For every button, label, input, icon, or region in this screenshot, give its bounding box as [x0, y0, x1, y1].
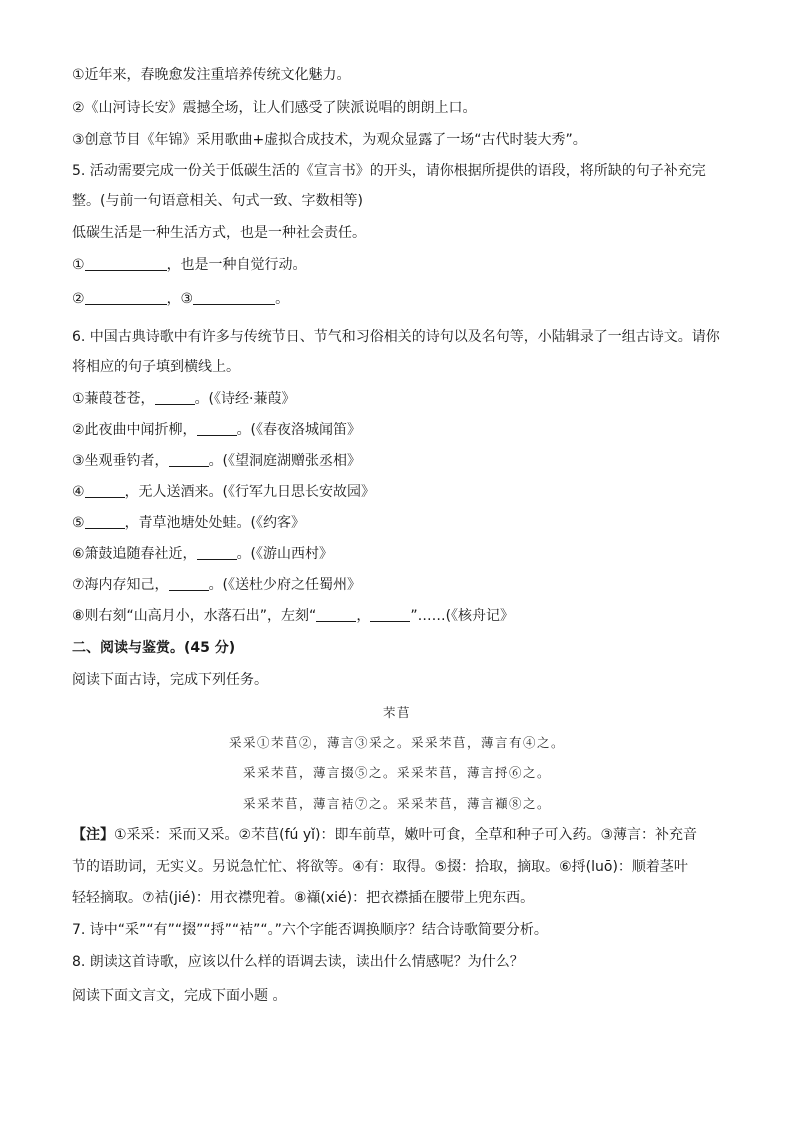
poetry-blank-item [72, 514, 305, 532]
section-heading: 二、阅读与鉴赏。(45 分) [72, 640, 236, 656]
item-suffix: ，青草池塘处处蛙。(《约客》 [124, 515, 306, 531]
poem-line: 采采芣苢，薄言袺⑦之。采采芣苢，薄言襭⑧之。 [242, 796, 551, 811]
answer-blank[interactable] [193, 290, 275, 305]
question-5-statement: 低碳生活是一种生活方式，也是一种社会责任。 [72, 225, 366, 241]
item-prefix: ⑥箫鼓追随春社近， [72, 546, 197, 562]
notes-line: 轻轻摘取。⑦袺(jié)：用衣襟兜着。⑧襭(xié)：把衣襟插在腰带上兜东西。 [72, 890, 535, 906]
answer-blank[interactable] [370, 607, 410, 622]
question-5-line-2: 整。(与前一句语意相关、句式一致、字数相等) [72, 193, 363, 209]
item-suffix: ，无人送酒来。(《行军九日思长安故园》 [124, 484, 376, 500]
answer-blank[interactable] [85, 256, 167, 271]
item-suffix: 。(《送杜少府之任蜀州》 [208, 577, 362, 593]
blank-number: ② [72, 291, 85, 307]
answer-blank[interactable] [316, 607, 356, 622]
question-8: 8. 朗读这首诗歌，应该以什么样的语调去读，读出什么情感呢？为什么？ [72, 954, 524, 970]
item-suffix: 。(《游山西村》 [236, 546, 334, 562]
notes-line [72, 826, 697, 844]
question-5-blank-line-2 [72, 290, 289, 308]
question-6-line-1: 6. 中国古典诗歌中有许多与传统节日、节气和习俗相关的诗句以及名句等，小陆辑录了一组古诗文。请你 [72, 329, 720, 345]
answer-blank[interactable] [197, 421, 237, 436]
item-mid: ， [356, 608, 371, 624]
blank-suffix: ，也是一种自觉行动。 [166, 257, 307, 273]
item-suffix: 。(《望洞庭湖赠张丞相》 [208, 453, 362, 469]
item-prefix: ⑤ [72, 515, 85, 531]
answer-blank[interactable] [85, 514, 125, 529]
answer-blank[interactable] [197, 545, 237, 560]
poetry-blank-item-8 [72, 607, 514, 625]
item-suffix: ”……(《核舟记》 [410, 608, 515, 624]
blank-number: ① [72, 257, 85, 273]
item-suffix: 。(《诗经·蒹葭》 [194, 391, 296, 407]
notes-label: 【注】 [72, 827, 114, 843]
answer-blank[interactable] [169, 452, 209, 467]
poetry-blank-item [72, 576, 361, 594]
item-suffix: 。(《春夜洛城闻笛》 [236, 422, 362, 438]
poetry-blank-item [72, 390, 295, 408]
poetry-blank-item [72, 421, 361, 439]
item-prefix: ⑦海内存知己， [72, 577, 169, 593]
question-6-line-2: 将相应的句子填到横线上。 [72, 359, 240, 375]
item-prefix: ①蒹葭苍苍， [72, 391, 155, 407]
answer-blank[interactable] [169, 576, 209, 591]
blank-mid: ，③ [166, 291, 194, 307]
notes-line: 节的语助词，无实义。另说急忙忙、将欲等。④有：取得。⑤掇：拾取，摘取。⑥捋(luō)：顺着茎叶 [72, 859, 688, 875]
poetry-blank-item [72, 483, 375, 501]
answer-blank[interactable] [155, 390, 195, 405]
answer-blank[interactable] [85, 290, 167, 305]
poem-line: 采采芣苢，薄言掇⑤之。采采芣苢，薄言捋⑥之。 [242, 765, 551, 780]
poem-title: 芣苢 [382, 705, 411, 720]
poetry-blank-item [72, 545, 333, 563]
poem-line: 采采①芣苢②，薄言③采之。采采芣苢，薄言有④之。 [228, 735, 565, 750]
intro-item-2: ②《山河诗长安》震撼全场，让人们感受了陕派说唱的朗朗上口。 [72, 100, 477, 116]
intro-item-1: ①近年来，春晚愈发注重培养传统文化魅力。 [72, 67, 351, 83]
item-prefix: ②此夜曲中闻折柳， [72, 422, 197, 438]
item-prefix: ④ [72, 484, 85, 500]
question-5-line-1: 5. 活动需要完成一份关于低碳生活的《宣言书》的开头，请你根据所提供的语段，将所缺的句子补充完 [72, 163, 706, 179]
item-prefix: ③坐观垂钓者， [72, 453, 169, 469]
item-prefix: ⑧则右刻“山高月小，水落石出”，左刻“ [72, 608, 317, 624]
section-instruction: 阅读下面古诗，完成下列任务。 [72, 672, 268, 688]
notes-text: ①采采：采而又采。②芣苢(fú yǐ)：即车前草，嫩叶可食，全草和种子可入药。③薄言：补充音 [114, 827, 698, 843]
answer-blank[interactable] [85, 483, 125, 498]
classical-instruction: 阅读下面文言文，完成下面小题 。 [72, 988, 287, 1004]
blank-suffix: 。 [275, 291, 290, 307]
question-5-blank-line-1 [72, 256, 307, 274]
poetry-blank-item [72, 452, 361, 470]
question-7: 7. 诗中“采”“有”“掇”“捋”“袺”“。”六个字能否调换顺序？结合诗歌简要分析。 [72, 922, 548, 938]
intro-item-3: ③创意节目《年锦》采用歌曲+虚拟合成技术，为观众显露了一场“古代时装大秀”。 [72, 132, 587, 148]
